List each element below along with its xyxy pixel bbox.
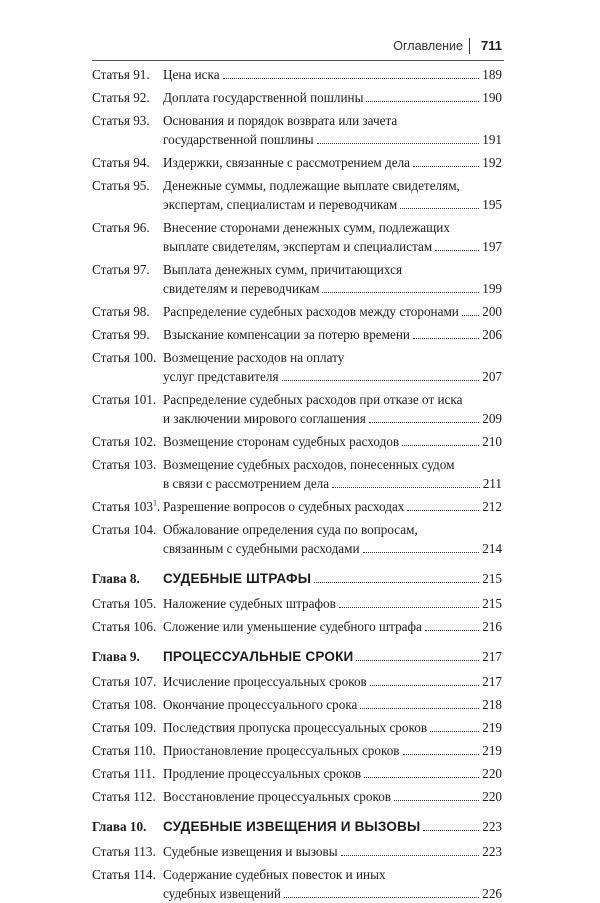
toc-article-entry [92, 865, 502, 903]
toc-page-number: 212 [482, 499, 502, 514]
dot-leader [339, 607, 479, 608]
dot-leader [430, 731, 479, 732]
title-text: Восстановление процессуальных сроков [163, 789, 392, 804]
toc-page-number: 206 [482, 327, 502, 342]
title-text: свидетелям и переводчикам [163, 281, 320, 296]
toc-page-number: 210 [482, 434, 502, 449]
entry-title [163, 111, 502, 149]
toc-page-number: 200 [482, 304, 502, 319]
article-number [92, 842, 156, 861]
toc-page-number: 219 [482, 743, 502, 758]
entry-title [163, 218, 502, 256]
article-number [92, 594, 156, 613]
number-text: Статья 99. [92, 327, 150, 342]
toc-article-entry [92, 497, 502, 516]
toc-article-entry [92, 741, 502, 760]
title-line-with-leader [163, 325, 502, 344]
number-text: Глава 8. [92, 571, 140, 586]
number-superscript: 1 [152, 498, 157, 508]
dot-leader [360, 708, 479, 709]
toc-page-number: 189 [482, 67, 502, 82]
number-text: Статья 92. [92, 90, 150, 105]
article-number [92, 390, 156, 409]
entry-title [163, 348, 502, 386]
title-line: Распределение судебных расходов при отказе от иска [163, 392, 463, 407]
title-text: Приостановление процессуальных сроков [163, 743, 400, 758]
toc-chapter-entry [92, 817, 502, 836]
dot-leader [284, 897, 479, 898]
title-text: экспертам, специалистам и переводчикам [163, 197, 398, 212]
title-text: судебных извещений [163, 886, 281, 901]
title-line-with-leader [163, 367, 502, 386]
toc-page-number: 219 [482, 720, 502, 735]
dot-leader [223, 78, 480, 79]
entry-title [163, 718, 502, 737]
title-line: Возмещение судебных расходов, понесенных судом [163, 457, 455, 472]
number-text: Статья 107. [92, 674, 157, 689]
toc-chapter-entry [92, 569, 502, 588]
number-text: Статья 108. [92, 697, 157, 712]
toc-article-entry [92, 520, 502, 558]
toc-page-number: 220 [482, 766, 502, 781]
header-separator [469, 38, 470, 54]
title-line: Обжалование определения суда по вопросам, [163, 522, 418, 537]
toc-article-entry [92, 153, 502, 172]
running-title: Оглавление [393, 39, 463, 53]
toc-page-number: 217 [482, 649, 502, 664]
title-text: и заключении мирового соглашения [163, 411, 366, 426]
title-text: Исчисление процессуальных сроков [163, 674, 367, 689]
number-text: Статья 106. [92, 619, 157, 634]
title-line-with-leader [163, 539, 502, 558]
title-text: связанным с судебными расходами [163, 541, 360, 556]
dot-leader [356, 660, 479, 661]
title-line-with-leader [163, 718, 502, 737]
toc-article-entry [92, 111, 502, 149]
toc-page-number: 197 [482, 239, 502, 254]
toc-page-number: 215 [482, 571, 502, 586]
title-text: ПРОЦЕССУАЛЬНЫЕ СРОКИ [163, 649, 354, 664]
toc-article-entry [92, 432, 502, 451]
toc-article-entry [92, 718, 502, 737]
number-text: Статья 100. [92, 350, 157, 365]
entry-title [163, 569, 502, 588]
article-number [92, 764, 155, 783]
entry-title [163, 325, 502, 344]
entry-title [163, 88, 502, 107]
dot-leader [425, 630, 479, 631]
number-text: Статья 111. [92, 766, 156, 781]
entry-title [163, 647, 502, 666]
title-line-with-leader [163, 153, 502, 172]
entry-title [163, 695, 502, 714]
article-number [92, 111, 150, 130]
number-text: Статья 103. [92, 457, 157, 472]
chapter-number [92, 817, 146, 836]
number-text: Статья 103 [92, 499, 153, 514]
article-number [92, 695, 156, 714]
title-line-with-leader [163, 432, 502, 451]
entry-title [163, 390, 502, 428]
title-line-with-leader [163, 842, 502, 861]
entry-title [163, 617, 502, 636]
dot-leader [314, 582, 479, 583]
article-number [92, 65, 150, 84]
title-line: Возмещение расходов на оплату [163, 350, 345, 365]
dot-leader [394, 800, 479, 801]
article-number [92, 88, 150, 107]
number-text: Статья 104. [92, 522, 157, 537]
title-text: Возмещение сторонам судебных расходов [163, 434, 400, 449]
entry-title [163, 594, 502, 613]
toc-chapter-entry [92, 647, 502, 666]
toc-page-number: 226 [482, 886, 502, 901]
toc-page-number: 215 [482, 596, 502, 611]
toc-article-entry [92, 764, 502, 783]
number-suffix: . [156, 499, 161, 514]
title-line-with-leader [163, 884, 502, 903]
dot-leader [413, 338, 479, 339]
title-text: в связи с рассмотрением дела [163, 476, 330, 491]
article-number [92, 865, 156, 884]
title-line-with-leader [163, 195, 502, 214]
entry-title [163, 432, 502, 451]
toc-article-entry [92, 455, 502, 493]
toc-article-entry [92, 88, 502, 107]
article-number [92, 718, 156, 737]
dot-leader [363, 552, 480, 553]
title-line-with-leader [163, 409, 502, 428]
entry-title [163, 497, 502, 516]
article-number [92, 153, 150, 172]
title-text: СУДЕБНЫЕ ИЗВЕЩЕНИЯ И ВЫЗОВЫ [163, 819, 421, 834]
dot-leader [282, 380, 480, 381]
dot-leader [317, 143, 480, 144]
entry-title [163, 302, 502, 321]
title-line-with-leader [163, 497, 502, 516]
article-number [92, 741, 156, 760]
dot-leader [462, 315, 479, 316]
entry-title [163, 741, 502, 760]
title-line: Содержание судебных повесток и иных [163, 867, 386, 882]
dot-leader [370, 685, 479, 686]
dot-leader [366, 101, 479, 102]
number-text: Статья 91. [92, 67, 150, 82]
entry-title [163, 455, 502, 493]
article-number [92, 260, 150, 279]
article-number [92, 672, 156, 691]
dot-leader [369, 422, 479, 423]
toc-article-entry [92, 390, 502, 428]
toc-page-number: 199 [482, 281, 502, 296]
entry-title [163, 842, 502, 861]
title-text: Наложение судебных штрафов [163, 596, 336, 611]
number-text: Статья 113. [92, 844, 156, 859]
entry-title [163, 865, 502, 903]
toc-article-entry [92, 176, 502, 214]
title-line-with-leader [163, 741, 502, 760]
toc-article-entry [92, 594, 502, 613]
entry-title [163, 260, 502, 298]
dot-leader [341, 855, 480, 856]
toc-page-number: 214 [482, 541, 502, 556]
title-line-with-leader [163, 474, 502, 493]
toc-page-number: 216 [482, 619, 502, 634]
title-line: Основания и порядок возврата или зачета [163, 113, 398, 128]
title-text: государственной пошлины [163, 132, 314, 147]
article-number [92, 302, 150, 321]
number-text: Глава 10. [92, 819, 147, 834]
page-number: 711 [481, 38, 502, 53]
toc-page-number: 190 [482, 90, 502, 105]
title-text: Доплата государственной пошлины [163, 90, 364, 105]
title-line-with-leader [163, 764, 502, 783]
article-number [92, 455, 156, 474]
title-line-with-leader [163, 88, 502, 107]
dot-leader [364, 777, 479, 778]
article-number [92, 617, 156, 636]
title-line-with-leader [163, 817, 502, 836]
dot-leader [435, 250, 479, 251]
entry-title [163, 817, 502, 836]
title-text: Сложение или уменьшение судебного штрафа [163, 619, 422, 634]
title-line-with-leader [163, 617, 502, 636]
toc-article-entry [92, 672, 502, 691]
chapter-number [92, 647, 140, 666]
page-header [0, 38, 600, 58]
title-line-with-leader [163, 569, 502, 588]
article-number [92, 348, 156, 367]
entry-title [163, 764, 502, 783]
number-text: Статья 101. [92, 392, 157, 407]
article-number [92, 218, 150, 237]
entry-title [163, 787, 502, 806]
title-text: Издержки, связанные с рассмотрением дела [163, 155, 411, 170]
title-line-with-leader [163, 279, 502, 298]
entry-title [163, 672, 502, 691]
toc-article-entry [92, 842, 502, 861]
toc-page-number: 220 [482, 789, 502, 804]
toc-page-number: 217 [482, 674, 502, 689]
article-number [92, 520, 156, 539]
number-text: Статья 114. [92, 867, 156, 882]
toc-page-number: 192 [482, 155, 502, 170]
number-text: Статья 110. [92, 743, 156, 758]
dot-leader [423, 830, 479, 831]
title-line-with-leader [163, 237, 502, 256]
number-text: Статья 93. [92, 113, 150, 128]
toc-article-entry [92, 325, 502, 344]
title-line-with-leader [163, 647, 502, 666]
number-text: Статья 105. [92, 596, 157, 611]
toc-page-number: 207 [482, 369, 502, 384]
entry-title [163, 153, 502, 172]
dot-leader [332, 487, 480, 488]
title-line: Денежные суммы, подлежащие выплате свидетелям, [163, 178, 460, 193]
title-line: Выплата денежных сумм, причитающихся [163, 262, 403, 277]
number-text: Статья 98. [92, 304, 150, 319]
number-text: Статья 102. [92, 434, 157, 449]
title-text: Судебные извещения и вызовы [163, 844, 338, 859]
title-text: Взыскание компенсации за потерю времени [163, 327, 410, 342]
title-text: услуг представителя [163, 369, 279, 384]
dot-leader [403, 754, 480, 755]
toc-article-entry [92, 218, 502, 256]
toc-article-entry [92, 787, 502, 806]
article-number [92, 432, 156, 451]
toc-page-number: 209 [482, 411, 502, 426]
dot-leader [413, 166, 479, 167]
dot-leader [402, 445, 479, 446]
number-text: Статья 94. [92, 155, 150, 170]
article-number [92, 497, 160, 516]
title-line: Внесение сторонами денежных сумм, подлежащих [163, 220, 450, 235]
article-number [92, 787, 156, 806]
title-line-with-leader [163, 302, 502, 321]
title-text: Продление процессуальных сроков [163, 766, 362, 781]
title-line-with-leader [163, 130, 502, 149]
title-text: Распределение судебных расходов между сторонами [163, 304, 459, 319]
title-line-with-leader [163, 65, 502, 84]
toc-page-number: 195 [482, 197, 502, 212]
dot-leader [400, 208, 479, 209]
number-text: Статья 95. [92, 178, 150, 193]
toc-page-number: 223 [482, 844, 502, 859]
dot-leader [407, 510, 479, 511]
title-line-with-leader [163, 787, 502, 806]
title-text: Последствия пропуска процессуальных сроков [163, 720, 428, 735]
title-text: Разрешение вопросов о судебных расходах [163, 499, 405, 514]
chapter-number [92, 569, 140, 588]
toc-article-entry [92, 617, 502, 636]
toc-article-entry [92, 260, 502, 298]
number-text: Статья 109. [92, 720, 157, 735]
number-text: Статья 112. [92, 789, 156, 804]
title-line-with-leader [163, 594, 502, 613]
table-of-contents [92, 60, 502, 903]
dot-leader [322, 292, 479, 293]
title-text: СУДЕБНЫЕ ШТРАФЫ [163, 571, 312, 586]
toc-article-entry [92, 695, 502, 714]
entry-title [163, 176, 502, 214]
entry-title [163, 65, 502, 84]
title-text: Окончание процессуального срока [163, 697, 358, 712]
toc-article-entry [92, 348, 502, 386]
article-number [92, 176, 150, 195]
number-text: Статья 96. [92, 220, 150, 235]
title-text: выплате свидетелям, экспертам и специалистам [163, 239, 433, 254]
entry-title [163, 520, 502, 558]
toc-article-entry [92, 65, 502, 84]
toc-page-number: 191 [482, 132, 502, 147]
title-line-with-leader [163, 695, 502, 714]
title-line-with-leader [163, 672, 502, 691]
toc-page-number: 223 [482, 819, 502, 834]
article-number [92, 325, 150, 344]
toc-page-number: 211 [482, 476, 502, 491]
title-text: Цена иска [163, 67, 220, 82]
toc-article-entry [92, 302, 502, 321]
toc-page-number: 218 [482, 697, 502, 712]
number-text: Статья 97. [92, 262, 150, 277]
number-text: Глава 9. [92, 649, 140, 664]
